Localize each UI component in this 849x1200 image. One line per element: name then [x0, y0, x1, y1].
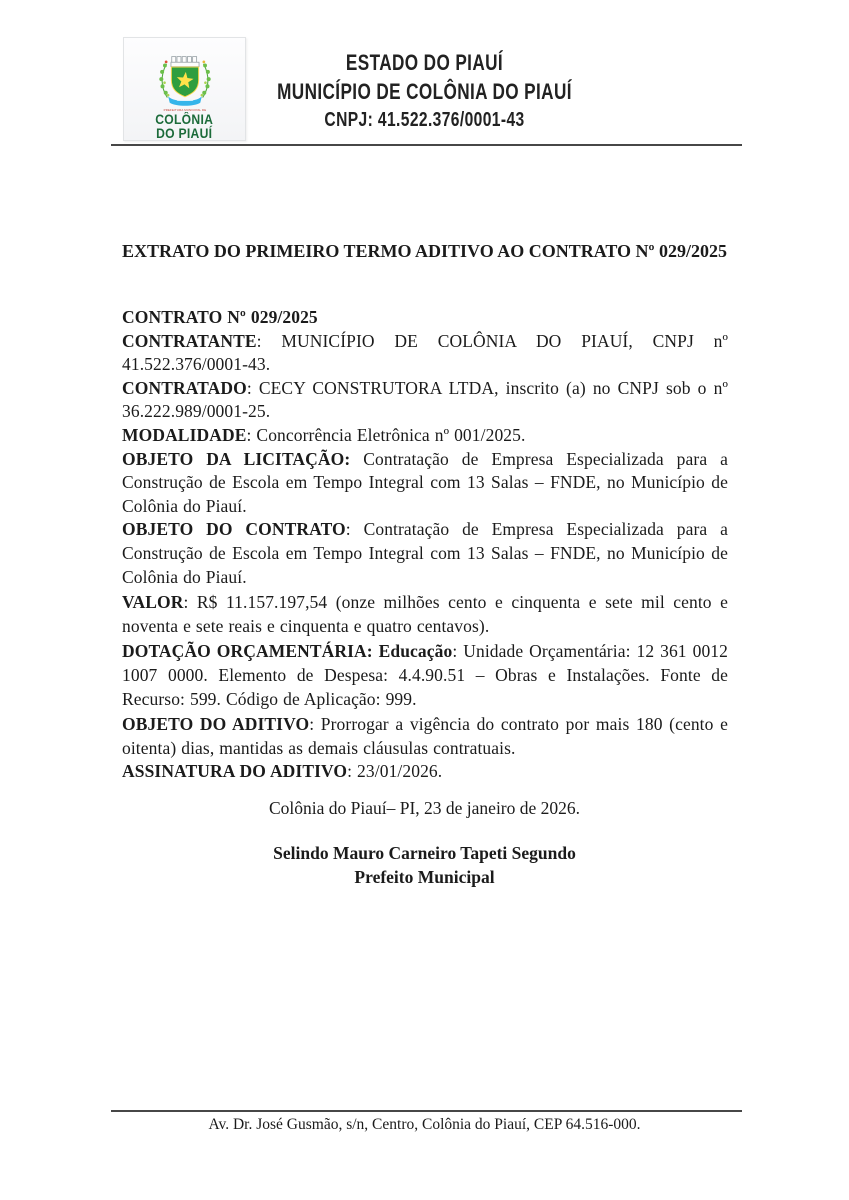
paragraph-text: Contratação de Empresa Especializada para a Construção de Escola em Tempo Integral com 13 Salas – FNDE, no Município de Colônia do Piauí. [122, 448, 728, 516]
paragraph-label: CONTRATO Nº 029/2025 [122, 307, 318, 327]
paragraph-text: : Prorrogar a vigência do contrato por mais 180 (cento e oitenta) dias, mantidas as demais cláusulas contratuais. [122, 714, 728, 758]
signature-name: Selindo Mauro Carneiro Tapeti Segundo [273, 843, 576, 863]
paragraph-objeto-aditivo [122, 713, 728, 760]
letterhead-cnpj: CNPJ: 41.522.376/0001-43 [324, 109, 525, 131]
letterhead [93, 48, 755, 135]
paragraph-objeto-contrato [122, 518, 728, 589]
paragraph-valor [122, 591, 728, 638]
signature-block [0, 842, 849, 889]
paragraph-contratante [122, 330, 728, 377]
logo-caption-line2: DO PIAUÍ [156, 125, 213, 141]
document-body [122, 306, 728, 784]
paragraph-label: OBJETO DO ADITIVO [122, 714, 310, 735]
logo-caption-line1: COLÔNIA [155, 112, 214, 127]
header-divider [111, 144, 742, 146]
paragraph-contratado [122, 377, 728, 424]
paragraph-assinatura [122, 760, 728, 784]
paragraph-dotacao [122, 640, 728, 711]
paragraph-label: ASSINATURA DO ADITIVO [122, 761, 348, 782]
paragraph-text: : 23/01/2026. [347, 761, 443, 782]
paragraph-label: CONTRATADO [122, 377, 247, 398]
paragraph-label: DOTAÇÃO ORÇAMENTÁRIA: Educação [122, 641, 453, 662]
paragraph-text: : R$ 11.157.197,54 (onze milhões cento e cinquenta e sete mil cento e noventa e sete reais e cinquenta e quatro centavos). [122, 592, 728, 636]
paragraph-contrato [122, 306, 728, 330]
letterhead-state: ESTADO DO PIAUÍ [345, 50, 504, 75]
paragraph-modalidade [122, 424, 728, 448]
signature-role: Prefeito Municipal [354, 866, 495, 887]
paragraph-label: OBJETO DO CONTRATO [122, 519, 346, 540]
paragraph-text: : Contratação de Empresa Especializada para a Construção de Escola em Tempo Integral com 13 Salas – FNDE, no Município de Colônia do Piauí. [122, 519, 729, 587]
paragraph-text: : MUNICÍPIO DE COLÔNIA DO PIAUÍ, CNPJ nº 41.522.376/0001-43. [122, 330, 728, 375]
footer-address: Av. Dr. José Gusmão, s/n, Centro, Colônia do Piauí, CEP 64.516-000. [208, 1116, 641, 1133]
paragraph-text: : Concorrência Eletrônica nº 001/2025. [246, 424, 526, 445]
footer-divider [111, 1110, 742, 1112]
dateline: Colônia do Piauí– PI, 23 de janeiro de 2026. [268, 798, 581, 818]
paragraph-label: CONTRATANTE [122, 330, 257, 351]
paragraph-objeto-licitacao [122, 448, 728, 519]
logo-small-text: PREFEITURA MUNICIPAL DE [163, 107, 206, 112]
paragraph-text: : CECY CONSTRUTORA LTDA, inscrito (a) no CNPJ sob o nº 36.222.989/0001-25. [122, 377, 728, 422]
paragraph-label: VALOR [122, 592, 184, 613]
paragraph-label: MODALIDADE [122, 424, 247, 445]
document-title: EXTRATO DO PRIMEIRO TERMO ADITIVO AO CONTRATO Nº 029/2025 [122, 241, 727, 261]
letterhead-municipality: MUNICÍPIO DE COLÔNIA DO PIAUÍ [277, 79, 572, 104]
paragraph-text: : Unidade Orçamentária: 12 361 0012 1007 0000. Elemento de Despesa: 4.4.90.51 – Obras e Instalações. Fonte de Recurso: 599. Código de Aplicação: 999. [122, 641, 728, 709]
paragraph-label: OBJETO DA LICITAÇÃO: [122, 448, 351, 469]
